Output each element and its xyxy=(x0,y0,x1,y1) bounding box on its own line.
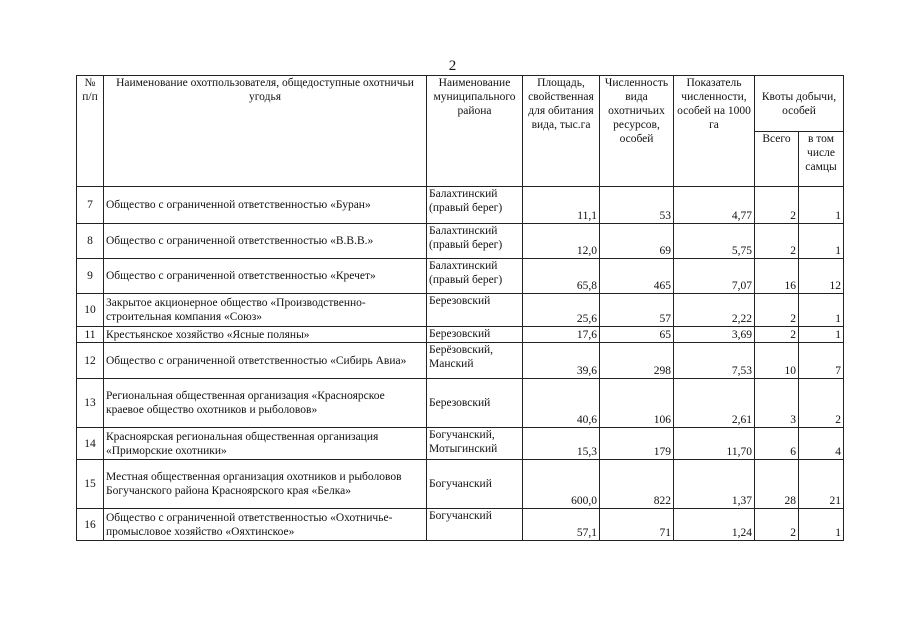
quota-table xyxy=(76,75,844,541)
row-density: 11,70 xyxy=(674,428,755,460)
row-num: 12 xyxy=(77,343,104,379)
table-row xyxy=(77,428,844,460)
row-quota-total: 3 xyxy=(755,379,799,428)
row-density: 7,07 xyxy=(674,259,755,294)
row-num: 13 xyxy=(77,379,104,428)
row-quota-total: 16 xyxy=(755,259,799,294)
row-district: Березовский xyxy=(427,294,523,327)
row-name: Местная общественная организация охотников и рыболовов Богучанского района Красноярского края «Белка» xyxy=(104,460,427,509)
header-quota-males: в том числе самцы xyxy=(799,132,844,187)
row-quota-males: 1 xyxy=(799,224,844,259)
row-quota-males: 7 xyxy=(799,343,844,379)
row-district: Балахтинский (правый берег) xyxy=(427,224,523,259)
row-num: 7 xyxy=(77,187,104,224)
row-area: 57,1 xyxy=(523,509,600,541)
row-district: Богучанский xyxy=(427,460,523,509)
row-district: Балахтинский (правый берег) xyxy=(427,187,523,224)
row-name: Красноярская региональная общественная организация «Приморские охотники» xyxy=(104,428,427,460)
table-row xyxy=(77,294,844,327)
row-quota-total: 6 xyxy=(755,428,799,460)
row-quota-males: 1 xyxy=(799,187,844,224)
row-count: 106 xyxy=(600,379,674,428)
row-quota-males: 1 xyxy=(799,294,844,327)
row-quota-total: 10 xyxy=(755,343,799,379)
row-name: Общество с ограниченной ответственностью «Сибирь Авиа» xyxy=(104,343,427,379)
row-quota-total: 28 xyxy=(755,460,799,509)
row-density: 1,24 xyxy=(674,509,755,541)
row-name: Общество с ограниченной ответственностью «В.В.В.» xyxy=(104,224,427,259)
row-name: Общество с ограниченной ответственностью «Кречет» xyxy=(104,259,427,294)
row-area: 600,0 xyxy=(523,460,600,509)
header-count: Численность вида охотничьих ресурсов, особей xyxy=(600,76,674,187)
table-row xyxy=(77,379,844,428)
row-name: Общество с ограниченной ответственностью «Охотничье-промысловое хозяйство «Ояхтинское» xyxy=(104,509,427,541)
row-area: 12,0 xyxy=(523,224,600,259)
row-density: 2,22 xyxy=(674,294,755,327)
row-quota-males: 1 xyxy=(799,509,844,541)
table-row xyxy=(77,224,844,259)
header-quota: Квоты добычи, особей xyxy=(755,76,844,132)
row-area: 11,1 xyxy=(523,187,600,224)
header-area: Площадь, свойственная для обитания вида, тыс.га xyxy=(523,76,600,187)
row-quota-total: 2 xyxy=(755,327,799,343)
row-name: Закрытое акционерное общество «Производственно-строительная компания «Союз» xyxy=(104,294,427,327)
row-quota-total: 2 xyxy=(755,294,799,327)
row-quota-males: 21 xyxy=(799,460,844,509)
row-density: 2,61 xyxy=(674,379,755,428)
row-num: 9 xyxy=(77,259,104,294)
row-quota-males: 12 xyxy=(799,259,844,294)
row-density: 3,69 xyxy=(674,327,755,343)
row-quota-total: 2 xyxy=(755,224,799,259)
row-district: Березовский xyxy=(427,379,523,428)
row-district: Богучанский xyxy=(427,509,523,541)
row-count: 298 xyxy=(600,343,674,379)
row-count: 69 xyxy=(600,224,674,259)
row-quota-total: 2 xyxy=(755,509,799,541)
row-density: 5,75 xyxy=(674,224,755,259)
header-density: Показатель численности, особей на 1000 га xyxy=(674,76,755,187)
row-area: 65,8 xyxy=(523,259,600,294)
row-name: Крестьянское хозяйство «Ясные поляны» xyxy=(104,327,427,343)
table-row xyxy=(77,343,844,379)
row-quota-total: 2 xyxy=(755,187,799,224)
row-count: 53 xyxy=(600,187,674,224)
table-row xyxy=(77,187,844,224)
row-area: 40,6 xyxy=(523,379,600,428)
row-density: 1,37 xyxy=(674,460,755,509)
row-name: Региональная общественная организация «Красноярское краевое общество охотников и рыболовов» xyxy=(104,379,427,428)
row-num: 10 xyxy=(77,294,104,327)
header-district: Наименование муниципального района xyxy=(427,76,523,187)
row-quota-males: 1 xyxy=(799,327,844,343)
row-district: Богучанский, Мотыгинский xyxy=(427,428,523,460)
row-num: 15 xyxy=(77,460,104,509)
table-row xyxy=(77,460,844,509)
header-user: Наименование охотпользователя, общедоступные охотничьи угодья xyxy=(104,76,427,187)
table-row xyxy=(77,327,844,343)
row-name: Общество с ограниченной ответственностью «Буран» xyxy=(104,187,427,224)
row-quota-males: 4 xyxy=(799,428,844,460)
row-area: 15,3 xyxy=(523,428,600,460)
row-num: 11 xyxy=(77,327,104,343)
row-area: 17,6 xyxy=(523,327,600,343)
header-num: № п/п xyxy=(77,76,104,187)
row-quota-males: 2 xyxy=(799,379,844,428)
row-district: Балахтинский (правый берег) xyxy=(427,259,523,294)
row-count: 465 xyxy=(600,259,674,294)
row-num: 16 xyxy=(77,509,104,541)
page-number: 2 xyxy=(448,58,457,74)
header-quota-total: Всего xyxy=(755,132,799,187)
row-density: 4,77 xyxy=(674,187,755,224)
row-num: 14 xyxy=(77,428,104,460)
row-count: 57 xyxy=(600,294,674,327)
row-count: 71 xyxy=(600,509,674,541)
row-district: Берёзовский, Манский xyxy=(427,343,523,379)
row-district: Березовский xyxy=(427,327,523,343)
row-count: 65 xyxy=(600,327,674,343)
row-count: 179 xyxy=(600,428,674,460)
row-num: 8 xyxy=(77,224,104,259)
row-count: 822 xyxy=(600,460,674,509)
row-area: 25,6 xyxy=(523,294,600,327)
table-row xyxy=(77,509,844,541)
table-row xyxy=(77,259,844,294)
row-area: 39,6 xyxy=(523,343,600,379)
row-density: 7,53 xyxy=(674,343,755,379)
